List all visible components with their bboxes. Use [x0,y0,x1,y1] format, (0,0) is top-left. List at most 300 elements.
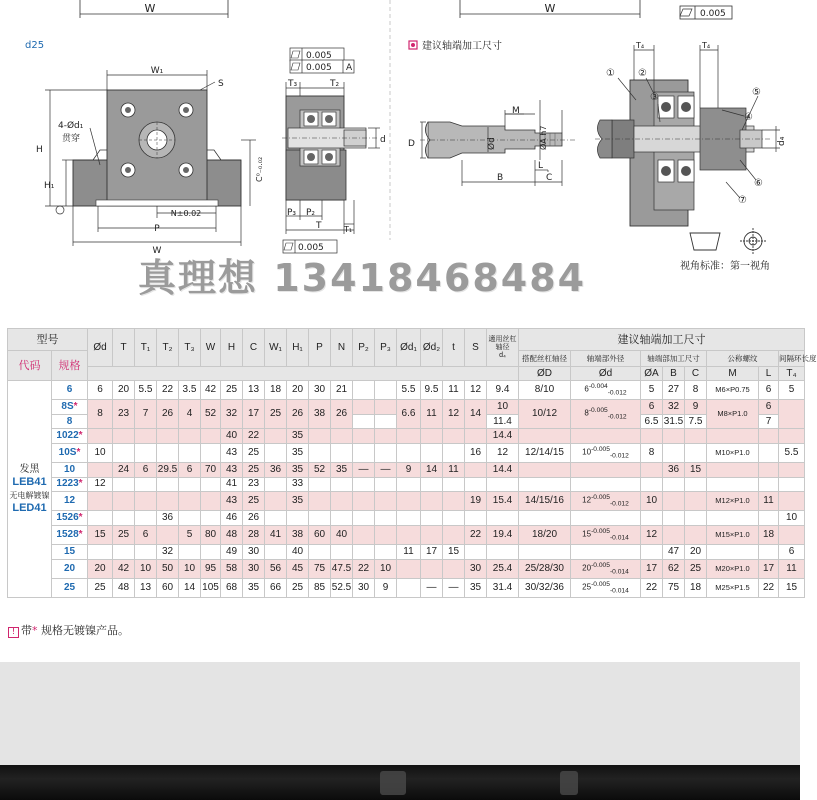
table-row [8,525,805,544]
table-cell [157,429,179,444]
dim-t1: T₁ [344,225,353,234]
table-cell [397,429,421,444]
spec-code: 15 [52,545,88,560]
table-cell [265,545,287,560]
table-cell: 23 [243,477,265,492]
table-cell: 33 [287,477,309,492]
callout-2: ② [638,68,647,79]
table-cell: 6 [759,381,779,400]
table-cell: 14 [465,400,487,429]
header-sub-machining: 轴端部加工尺寸 [641,351,707,367]
table-cell: 10 [179,559,201,578]
table-cell: 70 [201,463,221,478]
table-cell: 75 [663,578,685,597]
table-cell: $8^{-0.005}_{-0.012}$ [571,400,641,429]
table-cell [375,492,397,511]
table-cell: 10 [88,443,113,462]
table-cell: 12 [88,477,113,492]
table-cell [309,477,331,492]
table-cell: — [421,578,443,597]
table-cell [663,443,685,462]
table-cell: 36 [157,511,179,526]
table-cell [375,545,397,560]
table-cell [397,492,421,511]
table-cell: 50 [157,559,179,578]
assembly-dim-t4-right: T₄ [702,41,711,50]
header-d4-text: 適用丝杠轴径 [488,335,517,351]
shaft-dim-c: C [546,173,553,183]
table-cell: 8 [685,381,707,400]
table-cell [465,477,487,492]
table-cell [397,559,421,578]
table-cell: 6 [759,400,779,415]
table-cell: 7 [135,400,157,429]
table-cell: — [375,463,397,478]
table-row [8,578,805,597]
table-cell [309,429,331,444]
table-cell: 3.5 [179,381,201,400]
table-cell [487,477,519,492]
flatness-2: 0.005 [306,63,332,73]
table-cell: 40 [221,429,243,444]
callout-6: ⑥ [754,178,763,189]
spec-code: 8S* [52,400,88,415]
table-cell: 26 [243,511,265,526]
table-cell [113,511,135,526]
table-cell: 32 [221,400,243,429]
table-cell [353,477,375,492]
table-cell [421,511,443,526]
table-cell: 95 [201,559,221,578]
table-cell [443,525,465,544]
watermark-text: 真理想 13418468484 [138,256,587,300]
table-cell: $20^{-0.005}_{-0.014}$ [571,559,641,578]
table-cell: 47 [663,545,685,560]
table-cell: M6×P0.75 [707,381,759,400]
header-col-od1: Ød₁ [397,329,421,367]
table-cell: 6 [135,463,157,478]
dim-hole-note: 贯穿 [62,134,81,144]
header-a: ØA [641,367,663,381]
header-od2: Ød [571,367,641,381]
table-cell [397,511,421,526]
table-cell [135,492,157,511]
table-cell [443,429,465,444]
header-col-t2: T₂ [157,329,179,367]
table-cell: 9 [685,400,707,415]
table-cell [135,511,157,526]
table-cell [88,511,113,526]
table-cell [397,443,421,462]
dim-hole: 4-Ød₁ [58,121,84,131]
table-cell [331,429,353,444]
table-cell: 25 [243,443,265,462]
header-col-d4 [487,329,519,367]
table-cell [641,429,663,444]
table-cell [519,429,571,444]
dim-p3: P₃ [287,208,297,218]
table-cell: 4 [179,400,201,429]
table-cell [759,429,779,444]
table-row [8,443,805,462]
table-cell: 30 [243,545,265,560]
table-cell: 5 [179,525,201,544]
dim-c-tol: C⁰₋₀.₀₂ [255,156,264,182]
table-cell: 24 [113,463,135,478]
table-cell: 38 [287,525,309,544]
table-cell [265,443,287,462]
table-cell [135,477,157,492]
table-cell [421,492,443,511]
table-cell [487,545,519,560]
table-cell [375,414,397,429]
table-cell [571,477,641,492]
table-cell: 49 [221,545,243,560]
table-cell: 9 [397,463,421,478]
dim-t2: T₂ [330,79,340,89]
header-col-p: P [309,329,331,367]
table-cell: 15 [779,578,805,597]
table-cell [641,545,663,560]
callout-4: ④ [744,112,753,123]
header-col-p2: P₂ [353,329,375,367]
table-cell [135,545,157,560]
header-col-h: H [221,329,243,367]
spec-table [7,328,817,598]
table-cell [201,477,221,492]
table-cell [685,443,707,462]
header-recommended: 建议轴端加工尺寸 [519,329,805,351]
header-col-w1: W₁ [265,329,287,367]
table-cell [759,463,779,478]
dim-w1: W₁ [150,66,164,76]
table-cell [779,463,805,478]
table-cell [353,525,375,544]
table-cell: 20 [287,381,309,400]
table-cell: 10 [487,400,519,415]
table-cell [641,463,663,478]
flatness-2-ref: A [346,63,353,73]
table-row [8,400,805,415]
table-cell: 12 [641,525,663,544]
table-cell: $25^{-0.005}_{-0.014}$ [571,578,641,597]
table-cell: 75 [309,559,331,578]
header-col-t3: T₃ [179,329,201,367]
table-cell: M12×P1.0 [707,492,759,511]
table-row [8,559,805,578]
dim-n-tol: N±0.02 [170,209,202,218]
table-cell [685,477,707,492]
table-cell [397,578,421,597]
table-cell [353,429,375,444]
table-cell: 18 [265,381,287,400]
table-cell [443,477,465,492]
table-cell [685,511,707,526]
header-col-c: C [243,329,265,367]
table-cell [265,477,287,492]
table-cell [157,443,179,462]
projection-label: 视角标准：第一视角 [680,261,770,272]
shaft-dim-od: Ød [487,137,497,150]
table-cell: 52 [201,400,221,429]
shaft-dim-a: ØA h7 [539,125,548,150]
table-cell: M20×P1.0 [707,559,759,578]
table-cell: 36 [663,463,685,478]
header-col-n: N [331,329,353,367]
spec-code: 6 [52,381,88,400]
table-cell: 11 [759,492,779,511]
table-cell: 22 [759,578,779,597]
table-cell: 13 [243,381,265,400]
table-cell [707,463,759,478]
table-cell: 18 [685,578,707,597]
table-cell [179,511,201,526]
dim-p2: P₂ [306,208,316,218]
table-cell [685,429,707,444]
spec-code: 25 [52,578,88,597]
table-cell: — [443,578,465,597]
table-cell: 43 [221,443,243,462]
table-cell: 25 [287,578,309,597]
table-cell [707,511,759,526]
table-cell: 66 [265,578,287,597]
table-cell: 12 [465,381,487,400]
spec-code: 1223* [52,477,88,492]
table-cell: 26 [287,400,309,429]
table-cell: 12/14/15 [519,443,571,462]
table-cell: 30 [309,381,331,400]
header-col-t: T [113,329,135,367]
dim-p: P [154,224,160,234]
table-cell [179,443,201,462]
table-cell [287,511,309,526]
table-cell: M10×P1.0 [707,443,759,462]
table-cell: 56 [265,559,287,578]
table-cell [88,463,113,478]
table-cell: 40 [331,525,353,544]
footer-decoration [560,771,578,795]
table-cell [465,511,487,526]
table-cell [113,477,135,492]
table-cell [641,511,663,526]
table-cell: 35 [287,492,309,511]
table-cell: 42 [201,381,221,400]
table-cell: 11 [421,400,443,429]
table-cell: 35 [243,578,265,597]
dim-d: d [380,135,386,145]
table-cell: 105 [201,578,221,597]
table-cell: 21 [331,381,353,400]
table-cell: 35 [465,578,487,597]
table-cell: 17 [641,559,663,578]
table-cell [201,545,221,560]
callout-7: ⑦ [738,195,747,206]
header-col-t1: T₁ [135,329,157,367]
table-cell [707,429,759,444]
table-cell: 68 [221,578,243,597]
table-cell [309,511,331,526]
table-cell: M25×P1.5 [707,578,759,597]
table-cell: 10 [779,511,805,526]
spec-code: 10 [52,463,88,478]
table-cell [707,545,759,560]
table-cell [353,414,375,429]
table-cell [88,429,113,444]
header-od: ØD [519,367,571,381]
table-cell: 10 [135,559,157,578]
table-cell: 46 [221,511,243,526]
table-row [8,429,805,444]
table-cell: 5.5 [135,381,157,400]
table-cell [663,492,685,511]
dim-t: T [316,221,322,231]
table-cell: 25 [88,578,113,597]
shaft-dim-b: B [497,173,504,183]
dim-w-top-left: W [144,2,156,15]
table-cell [113,545,135,560]
table-cell [88,492,113,511]
table-cell [179,492,201,511]
table-cell [779,492,805,511]
table-cell [465,429,487,444]
table-cell [759,477,779,492]
spec-code: 1022* [52,429,88,444]
table-cell [375,429,397,444]
table-cell [157,477,179,492]
table-cell: 6.5 [641,414,663,429]
table-cell: 11.4 [487,414,519,429]
table-cell: 11 [397,545,421,560]
table-cell: 6 [135,525,157,544]
table-cell: 38 [309,400,331,429]
table-cell: $12^{-0.005}_{-0.012}$ [571,492,641,511]
table-cell: 25 [265,400,287,429]
table-cell: 6 [641,400,663,415]
header-sub-spacer: 间隔环长度 [779,351,805,367]
front-view-housing [73,90,241,206]
table-cell: 20 [88,559,113,578]
table-cell [157,525,179,544]
footnote [8,622,408,638]
series2-label: 无电解镀镍 [9,491,50,500]
table-cell: 30/32/36 [519,578,571,597]
table-row [8,511,805,526]
drawing-title-d25: d25 [25,40,45,51]
header-c: C [685,367,707,381]
table-cell [88,545,113,560]
table-cell [571,545,641,560]
spec-code: 1526* [52,511,88,526]
table-cell [397,477,421,492]
spec-code: 12 [52,492,88,511]
table-cell [571,511,641,526]
table-cell: 22 [243,429,265,444]
table-cell: 17 [759,559,779,578]
shaft-dim-m: M [512,106,520,116]
table-cell: 14.4 [487,463,519,478]
table-cell: 20 [685,545,707,560]
table-cell [685,492,707,511]
table-cell: 19.4 [487,525,519,544]
table-cell [487,511,519,526]
table-cell [779,400,805,429]
table-cell: 35 [287,443,309,462]
table-cell: 30 [243,559,265,578]
footer-decoration [380,771,406,795]
table-cell [135,443,157,462]
table-cell [353,400,375,415]
table-cell: 45 [287,559,309,578]
callout-5: ⑤ [752,87,761,98]
table-cell: $6^{-0.004}_{-0.012}$ [571,381,641,400]
table-cell: 25 [221,381,243,400]
header-l: L [759,367,779,381]
table-cell: 22 [641,578,663,597]
table-cell: 60 [309,525,331,544]
table-cell [519,545,571,560]
table-cell [309,492,331,511]
table-cell [201,492,221,511]
header-col-h1: H₁ [287,329,309,367]
table-cell: 18 [759,525,779,544]
table-cell [707,477,759,492]
header-col-od2: Ød₂ [421,329,443,367]
table-cell: 58 [221,559,243,578]
header-spec: 规格 [52,351,88,381]
flatness-1: 0.005 [306,51,332,61]
table-cell: 5.5 [779,443,805,462]
table-cell: 32 [663,400,685,415]
table-cell [265,429,287,444]
table-cell [309,443,331,462]
table-cell: 22 [353,559,375,578]
spec-code: 10S* [52,443,88,462]
table-cell [759,545,779,560]
table-cell: 40 [287,545,309,560]
table-cell [759,511,779,526]
table-cell: 5 [641,381,663,400]
table-cell [331,477,353,492]
table-cell: 11 [779,559,805,578]
table-cell: 48 [113,578,135,597]
table-cell [265,511,287,526]
table-cell: 15.4 [487,492,519,511]
table-cell: 28 [243,525,265,544]
dim-t3: T₃ [288,79,298,89]
table-cell: 25 [685,559,707,578]
table-cell: 26 [331,400,353,429]
header-m: M [707,367,759,381]
table-cell [309,545,331,560]
table-cell: 52.5 [331,578,353,597]
table-cell: 43 [221,492,243,511]
table-cell: 15 [443,545,465,560]
table-cell: 12 [487,443,519,462]
note-icon: ! [8,627,19,638]
table-cell [421,477,443,492]
header-col-w: W [201,329,221,367]
table-cell [353,443,375,462]
series1-code: LEB41 [12,476,47,488]
table-cell [421,525,443,544]
header-model: 型号 [8,329,88,351]
table-cell [663,477,685,492]
table-cell: 5 [779,381,805,400]
table-cell [201,511,221,526]
table-cell [331,492,353,511]
table-cell: 47.5 [331,559,353,578]
table-cell: 16 [465,443,487,462]
